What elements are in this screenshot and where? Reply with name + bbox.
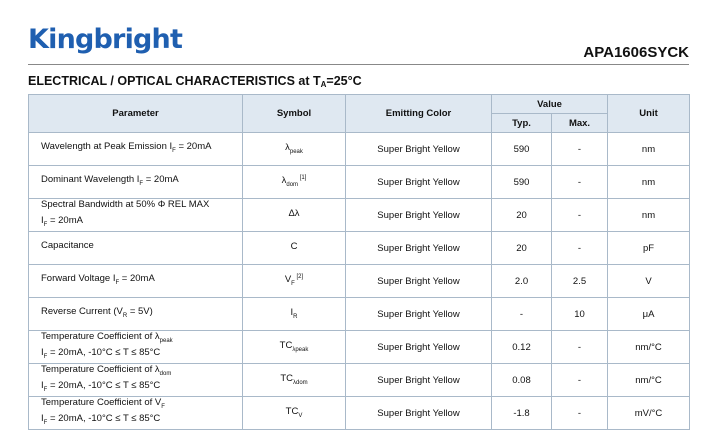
header-divider — [28, 64, 689, 65]
parameter-line-1 — [41, 199, 242, 215]
cell-symbol — [243, 166, 346, 199]
cell-max: - — [552, 331, 608, 364]
parameter-line-2: $I_F = 20mA$, -10°C ≤ T ≤ 85°C — [41, 413, 161, 426]
parameter-tail: = 20mA — [119, 273, 155, 285]
cell-unit: mV/°C — [608, 397, 690, 430]
cell-parameter — [29, 133, 243, 166]
symbol-main: Δλ — [288, 208, 300, 220]
parameter-text: Wavelength at Peak Emission I — [41, 141, 173, 153]
cell-unit: nm — [608, 133, 690, 166]
cell-parameter — [29, 232, 243, 265]
cell-typ: 2.0 — [492, 265, 552, 298]
parameter-line-1 — [41, 141, 242, 157]
table-row — [29, 133, 690, 166]
cell-parameter — [29, 199, 243, 232]
parameter-line-1 — [41, 364, 242, 380]
parameter-subscript: dom — [159, 371, 172, 377]
parameter-text: Spectral Bandwidth at 50% Φ REL MAX — [41, 199, 210, 211]
symbol-subscript: dom — [286, 182, 299, 189]
cell-typ: 20 — [492, 199, 552, 232]
parameter-subscript: R — [122, 312, 128, 319]
symbol-main: I — [290, 307, 294, 319]
table-row — [29, 397, 690, 430]
section-title-sub: A — [320, 80, 327, 89]
cell-typ: - — [492, 298, 552, 331]
part-number: APA1606SYCK — [583, 44, 689, 61]
parameter-subscript: F — [172, 147, 176, 154]
parameter-text: Capacitance — [41, 240, 94, 252]
cell-typ: 590 — [492, 166, 552, 199]
cell-max: 10 — [552, 298, 608, 331]
parameter-text: Forward Voltage I — [41, 273, 116, 285]
cell-typ: -1.8 — [492, 397, 552, 430]
symbol-main: TC — [279, 340, 293, 352]
cell-max: 2.5 — [552, 265, 608, 298]
col-header-symbol: Symbol — [243, 95, 346, 133]
parameter-line-1 — [41, 240, 242, 256]
symbol-main: TC — [280, 373, 293, 385]
cell-max: - — [552, 133, 608, 166]
cell-parameter — [29, 331, 243, 364]
cell-unit: μA — [608, 298, 690, 331]
cell-max: - — [552, 364, 608, 397]
col-header-unit: Unit — [608, 95, 690, 133]
parameter-line-1 — [41, 331, 242, 347]
cell-max: - — [552, 199, 608, 232]
cell-parameter — [29, 397, 243, 430]
table-row — [29, 199, 690, 232]
cell-emitting-color: Super Bright Yellow — [346, 298, 492, 331]
section-title — [28, 74, 362, 89]
cell-unit: V — [608, 265, 690, 298]
cell-unit: pF — [608, 232, 690, 265]
parameter-line-2: $I_F = 20mA$, -10°C ≤ T ≤ 85°C — [41, 347, 161, 360]
parameter-line-1 — [41, 273, 242, 289]
table-body — [29, 133, 690, 430]
symbol-subscript: λpeak — [292, 347, 309, 354]
symbol-main: C — [290, 241, 298, 253]
cell-unit: nm — [608, 166, 690, 199]
parameter-subscript: F — [161, 404, 165, 410]
parameter-tail: = 20mA — [175, 141, 212, 153]
parameter-line-1 — [41, 397, 242, 413]
cell-typ: 0.12 — [492, 331, 552, 364]
symbol-footnote: [2] — [294, 274, 304, 281]
cell-emitting-color: Super Bright Yellow — [346, 199, 492, 232]
characteristics-table — [28, 94, 690, 430]
table-row — [29, 166, 690, 199]
table-row — [29, 232, 690, 265]
table-row — [29, 298, 690, 331]
parameter-subscript: F — [115, 279, 120, 286]
parameter-text: Dominant Wavelength I — [41, 174, 140, 186]
section-title-suffix: =25°C — [326, 74, 362, 88]
cell-symbol — [243, 298, 346, 331]
cell-symbol — [243, 364, 346, 397]
table-row — [29, 265, 690, 298]
parameter-line-2: $I_F = 20mA$ — [41, 215, 83, 228]
cell-max: - — [552, 397, 608, 430]
parameter-text: Temperature Coefficient of V — [41, 397, 162, 409]
cell-unit: nm/°C — [608, 364, 690, 397]
cell-typ: 0.08 — [492, 364, 552, 397]
cell-parameter — [29, 265, 243, 298]
cell-emitting-color: Super Bright Yellow — [346, 232, 492, 265]
symbol-main: λ — [285, 142, 290, 154]
cell-parameter — [29, 298, 243, 331]
table-row — [29, 364, 690, 397]
cell-symbol — [243, 397, 346, 430]
cell-symbol — [243, 133, 346, 166]
col-header-emitting-color: Emitting Color — [346, 95, 492, 133]
cell-unit: nm — [608, 199, 690, 232]
table-header-row — [29, 95, 690, 114]
cell-symbol — [243, 199, 346, 232]
parameter-tail: = 20mA — [143, 174, 179, 186]
cell-symbol — [243, 232, 346, 265]
symbol-subscript: peak — [289, 149, 303, 156]
cell-emitting-color: Super Bright Yellow — [346, 265, 492, 298]
parameter-subscript: peak — [159, 338, 173, 344]
symbol-main: V — [284, 274, 292, 286]
parameter-subscript: F — [139, 180, 144, 187]
col-header-value: Value — [492, 95, 608, 114]
cell-emitting-color: Super Bright Yellow — [346, 133, 492, 166]
cell-max: - — [552, 232, 608, 265]
cell-emitting-color: Super Bright Yellow — [346, 397, 492, 430]
cell-typ: 590 — [492, 133, 552, 166]
symbol-subscript: λdom — [293, 380, 308, 387]
parameter-line-1 — [41, 306, 242, 322]
col-header-max: Max. — [552, 114, 608, 133]
section-title-prefix: ELECTRICAL / OPTICAL CHARACTERISTICS at T — [28, 74, 321, 88]
cell-parameter — [29, 364, 243, 397]
parameter-text: Temperature Coefficient of λ — [41, 364, 160, 376]
cell-parameter — [29, 166, 243, 199]
cell-emitting-color: Super Bright Yellow — [346, 331, 492, 364]
col-header-parameter: Parameter — [29, 95, 243, 133]
cell-emitting-color: Super Bright Yellow — [346, 364, 492, 397]
parameter-text: Temperature Coefficient of λ — [41, 331, 160, 343]
cell-symbol — [243, 265, 346, 298]
parameter-line-2: $I_F = 20mA$, -10°C ≤ T ≤ 85°C — [41, 380, 161, 393]
symbol-subscript: V — [298, 413, 303, 420]
cell-unit: nm/°C — [608, 331, 690, 364]
symbol-subscript: R — [293, 314, 298, 321]
symbol-subscript: F — [291, 281, 295, 288]
cell-symbol — [243, 331, 346, 364]
symbol-main: TC — [285, 406, 299, 418]
col-header-typ: Typ. — [492, 114, 552, 133]
cell-max: - — [552, 166, 608, 199]
parameter-tail: = 5V) — [127, 306, 153, 318]
parameter-line-1 — [41, 174, 242, 190]
symbol-main: λ — [281, 175, 287, 187]
cell-typ: 20 — [492, 232, 552, 265]
symbol-footnote: [1] — [298, 175, 307, 182]
table-row — [29, 331, 690, 364]
parameter-text: Reverse Current (V — [41, 306, 123, 318]
brand-logo: Kingbright — [28, 24, 183, 55]
cell-emitting-color: Super Bright Yellow — [346, 166, 492, 199]
